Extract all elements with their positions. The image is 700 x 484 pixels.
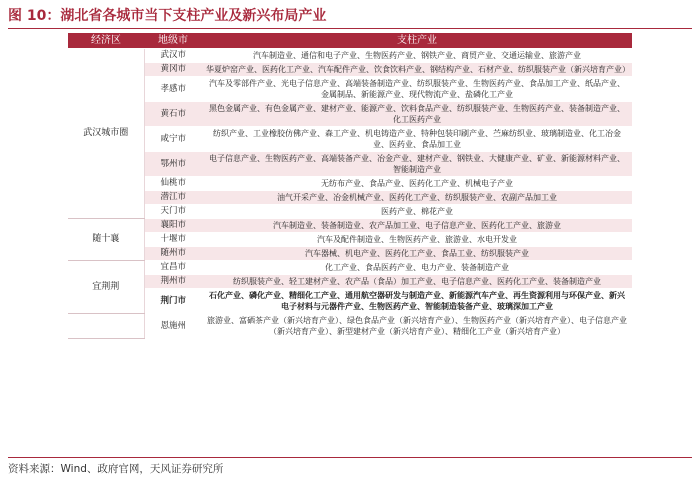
table-header-row bbox=[68, 33, 632, 49]
city-cell: 仙桃市 bbox=[144, 177, 202, 191]
table-row bbox=[68, 49, 632, 63]
city-cell: 襄阳市 bbox=[144, 219, 202, 233]
table-row bbox=[68, 127, 632, 152]
industry-cell: 汽车制造业、通信和电子产业、生物医药产业、钢铁产业、商贸产业、交通运输业、旅游产业 bbox=[202, 49, 632, 63]
industry-table-container bbox=[68, 33, 632, 339]
industry-cell: 汽车制造业、装备制造业、农产品加工业、电子信息产业、医药化工产业、旅游业 bbox=[202, 219, 632, 233]
table-row bbox=[68, 152, 632, 177]
city-cell: 孝感市 bbox=[144, 77, 202, 102]
city-cell: 荆州市 bbox=[144, 275, 202, 289]
footer-divider bbox=[8, 457, 692, 458]
header-region: 经济区 bbox=[68, 33, 144, 49]
industry-cell: 油气开采产业、冶金机械产业、医药化工产业、纺织服装产业、农副产品加工业 bbox=[202, 191, 632, 205]
city-cell: 荆门市 bbox=[144, 289, 202, 314]
industry-cell: 汽车及配件制造业、生物医药产业、旅游业、水电开发业 bbox=[202, 233, 632, 247]
city-cell: 随州市 bbox=[144, 247, 202, 261]
industry-cell: 无纺布产业、食品产业、医药化工产业、机械电子产业 bbox=[202, 177, 632, 191]
industry-cell: 汽车及零部件产业、光电子信息产业、高端装备制造产业、纺织服装产业、生物医药产业、食品加工产业、纸品产业、金属制品、新能源产业、现代物流产业、盐磷化工产业 bbox=[202, 77, 632, 102]
city-cell: 咸宁市 bbox=[144, 127, 202, 152]
industry-cell: 黑色金属产业、有色金属产业、建材产业、能源产业、饮料食品产业、纺织服装产业、生物医药产业、装备制造产业、化工医药产业 bbox=[202, 102, 632, 127]
table-row bbox=[68, 314, 632, 339]
industry-cell: 电子信息产业、生物医药产业、高端装备产业、冶金产业、建材产业、钢铁业、大健康产业、矿业、新能源材料产业、智能制造产业 bbox=[202, 152, 632, 177]
industry-cell: 华夏炉窑产业、医药化工产业、汽车配件产业、饮食饮料产业、钢结构产业、石材产业、纺织服装产业（新兴培育产业） bbox=[202, 63, 632, 77]
city-cell: 宜昌市 bbox=[144, 261, 202, 275]
city-cell: 武汉市 bbox=[144, 49, 202, 63]
table-row bbox=[68, 177, 632, 191]
table-row bbox=[68, 233, 632, 247]
table-row bbox=[68, 275, 632, 289]
industry-cell: 汽车器械、机电产业、医药化工产业、食品工业、纺织服装产业 bbox=[202, 247, 632, 261]
region-cell bbox=[68, 314, 144, 339]
city-cell: 恩施州 bbox=[144, 314, 202, 339]
title-divider bbox=[8, 28, 692, 29]
table-row bbox=[68, 261, 632, 275]
city-cell: 鄂州市 bbox=[144, 152, 202, 177]
source-note: 资料来源：Wind、政府官网，天风证券研究所 bbox=[8, 463, 224, 475]
industry-cell: 纺织产业、工业橡胶仿佛产业、森工产业、机电铸造产业、特种包装印刷产业、苎麻纺织业、玻璃制造业、化工冶金业、医药业、食品加工业 bbox=[202, 127, 632, 152]
table-row bbox=[68, 205, 632, 219]
region-cell: 宜荆荆 bbox=[68, 261, 144, 314]
industry-cell: 纺织服装产业、轻工建材产业、农产品（食品）加工产业、电子信息产业、医药化工产业、装备制造产业 bbox=[202, 275, 632, 289]
city-cell: 黄石市 bbox=[144, 102, 202, 127]
header-industries: 支柱产业 bbox=[202, 33, 632, 49]
table-row bbox=[68, 102, 632, 127]
table-row bbox=[68, 289, 632, 314]
table-row bbox=[68, 77, 632, 102]
city-cell: 天门市 bbox=[144, 205, 202, 219]
city-cell: 黄冈市 bbox=[144, 63, 202, 77]
region-cell: 武汉城市圈 bbox=[68, 49, 144, 219]
industry-cell: 医药产业、棉花产业 bbox=[202, 205, 632, 219]
industry-table bbox=[68, 33, 632, 339]
industry-cell: 石化产业、磷化产业、精细化工产业、通用航空器研发与制造产业、新能源汽车产业、再生资源利用与环保产业、新兴电子材料与元器件产业、生物医药产业、智能制造装备产业、玻璃深加工产业 bbox=[202, 289, 632, 314]
table-row bbox=[68, 247, 632, 261]
city-cell: 潜江市 bbox=[144, 191, 202, 205]
figure-title: 图 10：湖北省各城市当下支柱产业及新兴布局产业 bbox=[8, 8, 327, 24]
table-row bbox=[68, 191, 632, 205]
header-city: 地级市 bbox=[144, 33, 202, 49]
region-cell: 随十襄 bbox=[68, 219, 144, 261]
table-row bbox=[68, 63, 632, 77]
industry-cell: 化工产业、食品医药产业、电力产业、装备制造产业 bbox=[202, 261, 632, 275]
table-row bbox=[68, 219, 632, 233]
city-cell: 十堰市 bbox=[144, 233, 202, 247]
industry-cell: 旅游业、富硒茶产业（新兴培育产业）、绿色食品产业（新兴培育产业）、生物医药产业（新兴培育产业）、电子信息产业（新兴培育产业）、新型建材产业（新兴培育产业）、精细化工产业（新兴培育产业） bbox=[202, 314, 632, 339]
